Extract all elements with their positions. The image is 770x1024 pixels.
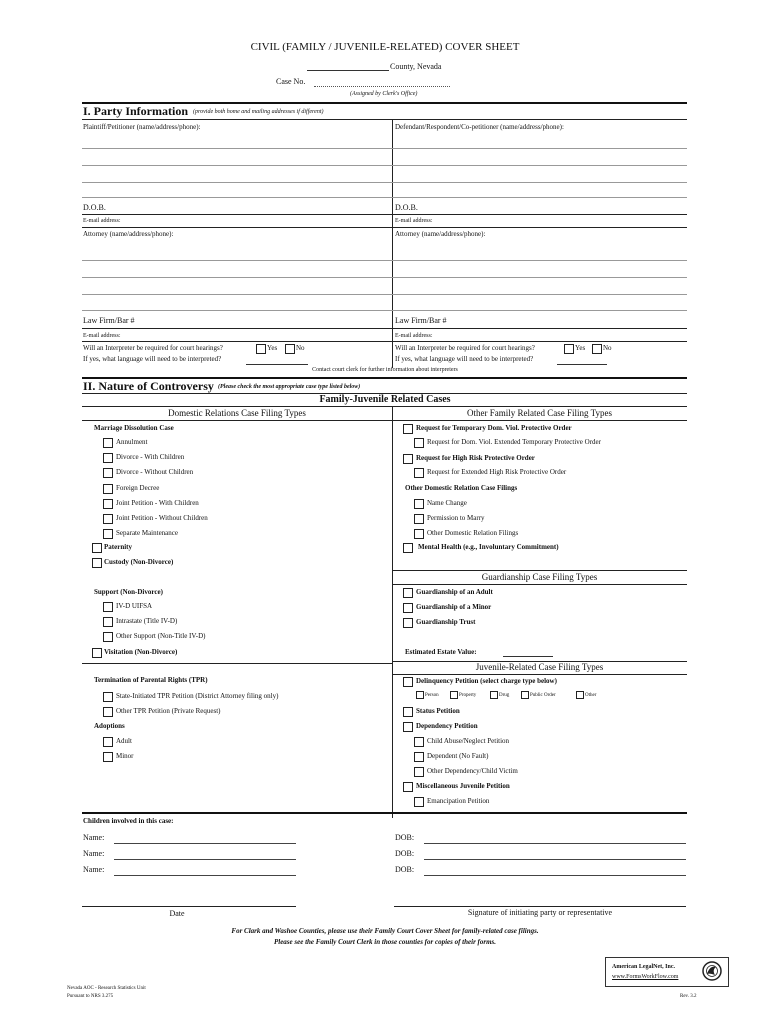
plaintiff-line[interactable] bbox=[82, 197, 687, 198]
state-tpr-checkbox[interactable] bbox=[103, 692, 113, 702]
plaintiff-line[interactable] bbox=[82, 165, 687, 166]
minor-adoption-label: Minor bbox=[116, 752, 134, 760]
signature-label: Signature of initiating party or representative bbox=[467, 908, 613, 917]
attorney-line[interactable] bbox=[82, 310, 687, 311]
intrastate-label: Intrastate (Title IV-D) bbox=[116, 617, 178, 625]
child-name-label: Name: bbox=[83, 849, 105, 858]
divorce-children-checkbox[interactable] bbox=[103, 453, 113, 463]
law-firm-label: Law Firm/Bar # bbox=[83, 316, 135, 325]
attorney-line[interactable] bbox=[82, 260, 687, 261]
email-label: E-mail address: bbox=[83, 218, 121, 224]
interpreter-question: Will an Interpreter be required for court hearings? bbox=[395, 344, 535, 352]
ivd-uifsa-checkbox[interactable] bbox=[103, 602, 113, 612]
misc-juvenile-checkbox[interactable] bbox=[403, 782, 413, 792]
charge-public-order-checkbox[interactable] bbox=[521, 691, 529, 699]
email-label: E-mail address: bbox=[83, 333, 121, 339]
marriage-dissolution-label: Marriage Dissolution Case bbox=[94, 424, 174, 432]
section-rule bbox=[82, 812, 687, 814]
divorce-no-children-checkbox[interactable] bbox=[103, 468, 113, 478]
nature-divider bbox=[392, 406, 393, 818]
emancipation-checkbox[interactable] bbox=[414, 797, 424, 807]
case-no-label: Case No. bbox=[276, 77, 306, 86]
other-tpr-label: Other TPR Petition (Private Request) bbox=[116, 707, 221, 715]
child-name-field[interactable] bbox=[114, 859, 296, 860]
name-change-label: Name Change bbox=[427, 499, 467, 507]
date-field[interactable] bbox=[82, 906, 296, 907]
misc-juvenile-label: Miscellaneous Juvenile Petition bbox=[416, 782, 510, 790]
case-no-field[interactable] bbox=[314, 86, 450, 87]
estimated-estate-field[interactable] bbox=[503, 656, 553, 657]
dependent-nofault-checkbox[interactable] bbox=[414, 752, 424, 762]
language-field[interactable] bbox=[246, 364, 308, 365]
nature-rule bbox=[392, 570, 687, 571]
paternity-label: Paternity bbox=[104, 543, 132, 551]
defendant-label: Defendant/Respondent/Co-petitioner (name/address/phone): bbox=[395, 123, 564, 131]
delinquency-label: Delinquency Petition (select charge type below) bbox=[416, 677, 557, 685]
party-top-rule bbox=[82, 119, 687, 120]
dependency-petition-checkbox[interactable] bbox=[403, 722, 413, 732]
name-change-checkbox[interactable] bbox=[414, 499, 424, 509]
interpreter-no-checkbox[interactable] bbox=[285, 344, 295, 354]
no-label: No bbox=[296, 344, 305, 352]
aoc-unit: Nevada AOC - Research Statistics Unit bbox=[67, 986, 146, 991]
intrastate-checkbox[interactable] bbox=[103, 617, 113, 627]
plaintiff-line[interactable] bbox=[82, 182, 687, 183]
dependent-nofault-label: Dependent (No Fault) bbox=[427, 752, 489, 760]
email-label: E-mail address: bbox=[395, 218, 433, 224]
nrs-citation: Pursuant to NRS 3.275 bbox=[67, 994, 114, 999]
guard-adult-label: Guardianship of an Adult bbox=[416, 588, 493, 596]
child-name-field[interactable] bbox=[114, 843, 296, 844]
nature-rule bbox=[392, 674, 687, 675]
charge-public-order-label: Public Order bbox=[530, 693, 556, 698]
joint-children-checkbox[interactable] bbox=[103, 499, 113, 509]
delinquency-checkbox[interactable] bbox=[403, 677, 413, 687]
plaintiff-label: Plaintiff/Petitioner (name/address/phone): bbox=[83, 123, 201, 131]
req-ext-tpo-label: Request for Dom. Viol. Extended Temporary Protective Order bbox=[427, 438, 601, 446]
publisher-logo-icon bbox=[702, 961, 722, 981]
publisher-website[interactable]: www.FormsWorkFlow.com bbox=[612, 974, 679, 980]
assigned-note: (Assigned by Clerk's Office) bbox=[350, 91, 418, 97]
permission-marry-checkbox[interactable] bbox=[414, 514, 424, 524]
status-petition-label: Status Petition bbox=[416, 707, 460, 715]
separate-maintenance-label: Separate Maintenance bbox=[116, 529, 178, 537]
separate-maintenance-checkbox[interactable] bbox=[103, 529, 113, 539]
emancipation-label: Emancipation Petition bbox=[427, 797, 490, 805]
child-name-label: Name: bbox=[83, 833, 105, 842]
party-divider bbox=[392, 119, 393, 368]
nature-heading-note: (Please check the most appropriate case type listed below) bbox=[218, 384, 361, 390]
language-field[interactable] bbox=[557, 364, 607, 365]
law-firm-label: Law Firm/Bar # bbox=[395, 316, 447, 325]
custody-label: Custody (Non-Divorce) bbox=[104, 558, 174, 566]
interpreter-contact-note: Contact court clerk for further information about interpreters bbox=[312, 367, 458, 373]
child-dob-field[interactable] bbox=[424, 859, 686, 860]
req-tpo-checkbox[interactable] bbox=[403, 424, 413, 434]
interpreter-yes-checkbox[interactable] bbox=[256, 344, 266, 354]
language-question: If yes, what language will need to be interpreted? bbox=[395, 355, 534, 363]
dob-label: D.O.B. bbox=[83, 203, 106, 212]
annulment-checkbox[interactable] bbox=[103, 438, 113, 448]
plaintiff-line[interactable] bbox=[82, 148, 687, 149]
attorney-label: Attorney (name/address/phone): bbox=[83, 230, 174, 238]
interpreter-question: Will an Interpreter be required for court hearings? bbox=[83, 344, 223, 352]
email-rule bbox=[82, 341, 687, 342]
family-juvenile-heading: Family-Juvenile Related Cases bbox=[319, 394, 451, 405]
publisher-name: American LegalNet, Inc. bbox=[612, 964, 675, 970]
child-dob-label: DOB: bbox=[395, 833, 415, 842]
interpreter-yes-checkbox[interactable] bbox=[564, 344, 574, 354]
status-petition-checkbox[interactable] bbox=[403, 707, 413, 717]
visitation-label: Visitation (Non-Divorce) bbox=[104, 648, 178, 656]
charge-other-label: Other bbox=[585, 693, 597, 698]
nature-rule bbox=[82, 420, 687, 421]
req-ext-high-risk-checkbox[interactable] bbox=[414, 468, 424, 478]
joint-children-label: Joint Petition - With Children bbox=[116, 499, 199, 507]
annulment-label: Annulment bbox=[116, 438, 148, 446]
date-label: Date bbox=[169, 909, 185, 918]
foreign-decree-label: Foreign Decree bbox=[116, 484, 160, 492]
dob-rule bbox=[82, 214, 687, 215]
other-support-checkbox[interactable] bbox=[103, 632, 113, 642]
interpreter-no-checkbox[interactable] bbox=[592, 344, 602, 354]
publisher-box bbox=[605, 957, 729, 987]
guardianship-header: Guardianship Case Filing Types bbox=[481, 572, 598, 582]
custody-checkbox[interactable] bbox=[92, 558, 102, 568]
charge-drug-checkbox[interactable] bbox=[490, 691, 498, 699]
dependency-petition-label: Dependency Petition bbox=[416, 722, 478, 730]
permission-marry-label: Permission to Marry bbox=[427, 514, 485, 522]
charge-person-checkbox[interactable] bbox=[416, 691, 424, 699]
child-dob-field[interactable] bbox=[424, 843, 686, 844]
req-high-risk-label: Request for High Risk Protective Order bbox=[416, 454, 535, 462]
email-label: E-mail address: bbox=[395, 333, 433, 339]
child-name-field[interactable] bbox=[114, 875, 296, 876]
nature-rule bbox=[82, 406, 687, 407]
charge-person-label: Person bbox=[425, 693, 439, 698]
visitation-checkbox[interactable] bbox=[92, 648, 102, 658]
children-heading: Children involved in this case: bbox=[83, 817, 174, 825]
tpr-label: Termination of Parental Rights (TPR) bbox=[94, 676, 208, 684]
req-ext-high-risk-label: Request for Extended High Risk Protective Order bbox=[427, 468, 567, 476]
child-abuse-label: Child Abuse/Neglect Petition bbox=[427, 737, 510, 745]
req-ext-tpo-checkbox[interactable] bbox=[414, 438, 424, 448]
adoptions-label: Adoptions bbox=[94, 722, 125, 730]
charge-other-checkbox[interactable] bbox=[576, 691, 584, 699]
guard-adult-checkbox[interactable] bbox=[403, 588, 413, 598]
yes-label: Yes bbox=[267, 344, 278, 352]
minor-adoption-checkbox[interactable] bbox=[103, 752, 113, 762]
estimated-estate-label: Estimated Estate Value: bbox=[405, 648, 477, 656]
mental-health-label: Mental Health (e.g., Involuntary Commitment) bbox=[418, 543, 559, 551]
nature-heading: II. Nature of Controversy bbox=[83, 379, 214, 393]
nature-rule bbox=[392, 584, 687, 585]
language-question: If yes, what language will need to be interpreted? bbox=[83, 355, 222, 363]
other-domestic-label: Other Domestic Relation Case Filings bbox=[405, 484, 518, 492]
yes-label: Yes bbox=[575, 344, 586, 352]
ivd-uifsa-label: IV-D UIFSA bbox=[116, 602, 153, 610]
child-name-label: Name: bbox=[83, 865, 105, 874]
domestic-header: Domestic Relations Case Filing Types bbox=[168, 408, 306, 418]
party-heading-note: (provide both home and mailing addresses if different) bbox=[193, 109, 324, 115]
other-domestic-filings-label: Other Domestic Relation Filings bbox=[427, 529, 519, 537]
other-tpr-checkbox[interactable] bbox=[103, 707, 113, 717]
juvenile-header: Juvenile-Related Case Filing Types bbox=[475, 662, 604, 672]
child-dob-label: DOB: bbox=[395, 865, 415, 874]
charge-drug-label: Drug bbox=[499, 693, 510, 698]
party-heading: I. Party Information bbox=[83, 104, 188, 118]
other-domestic-filings-checkbox[interactable] bbox=[414, 529, 424, 539]
form-title: CIVIL (FAMILY / JUVENILE-RELATED) COVER SHEET bbox=[250, 41, 520, 53]
other-dependency-label: Other Dependency/Child Victim bbox=[427, 767, 518, 775]
guard-trust-label: Guardianship Trust bbox=[416, 618, 476, 626]
support-label: Support (Non-Divorce) bbox=[94, 588, 163, 596]
paternity-checkbox[interactable] bbox=[92, 543, 102, 553]
attorney-line[interactable] bbox=[82, 277, 687, 278]
guard-trust-checkbox[interactable] bbox=[403, 618, 413, 628]
no-label: No bbox=[603, 344, 612, 352]
state-tpr-label: State-Initiated TPR Petition (District Attorney filing only) bbox=[116, 692, 279, 700]
charge-property-label: Property bbox=[459, 693, 477, 698]
adult-adoption-label: Adult bbox=[116, 737, 132, 745]
signature-field[interactable] bbox=[394, 906, 686, 907]
notice-line-1: For Clark and Washoe Counties, please use their Family Court Cover Sheet for family-related case filings. bbox=[231, 927, 539, 935]
attorney-line[interactable] bbox=[82, 294, 687, 295]
mental-health-checkbox[interactable] bbox=[403, 543, 413, 553]
other-family-header: Other Family Related Case Filing Types bbox=[467, 408, 612, 418]
other-dependency-checkbox[interactable] bbox=[414, 767, 424, 777]
charge-property-checkbox[interactable] bbox=[450, 691, 458, 699]
law-firm-rule bbox=[82, 328, 687, 329]
divorce-children-label: Divorce - With Children bbox=[116, 453, 185, 461]
county-label: County, Nevada bbox=[390, 62, 442, 71]
email-rule bbox=[82, 227, 687, 228]
attorney-label: Attorney (name/address/phone): bbox=[395, 230, 486, 238]
county-blank[interactable] bbox=[307, 70, 389, 71]
divorce-no-children-label: Divorce - Without Children bbox=[116, 468, 194, 476]
guard-minor-checkbox[interactable] bbox=[403, 603, 413, 613]
child-abuse-checkbox[interactable] bbox=[414, 737, 424, 747]
req-high-risk-checkbox[interactable] bbox=[403, 454, 413, 464]
dob-label: D.O.B. bbox=[395, 203, 418, 212]
adult-adoption-checkbox[interactable] bbox=[103, 737, 113, 747]
notice-line-2: Please see the Family Court Clerk in those counties for copies of their forms. bbox=[273, 938, 497, 946]
other-support-label: Other Support (Non-Title IV-D) bbox=[116, 632, 206, 640]
req-tpo-label: Request for Temporary Dom. Viol. Protective Order bbox=[416, 424, 572, 432]
joint-no-children-checkbox[interactable] bbox=[103, 514, 113, 524]
guard-minor-label: Guardianship of a Minor bbox=[416, 603, 492, 611]
joint-no-children-label: Joint Petition - Without Children bbox=[116, 514, 208, 522]
nature-rule bbox=[82, 663, 392, 664]
revision: Rev. 3.2 bbox=[680, 994, 697, 999]
child-dob-field[interactable] bbox=[424, 875, 686, 876]
foreign-decree-checkbox[interactable] bbox=[103, 484, 113, 494]
child-dob-label: DOB: bbox=[395, 849, 415, 858]
